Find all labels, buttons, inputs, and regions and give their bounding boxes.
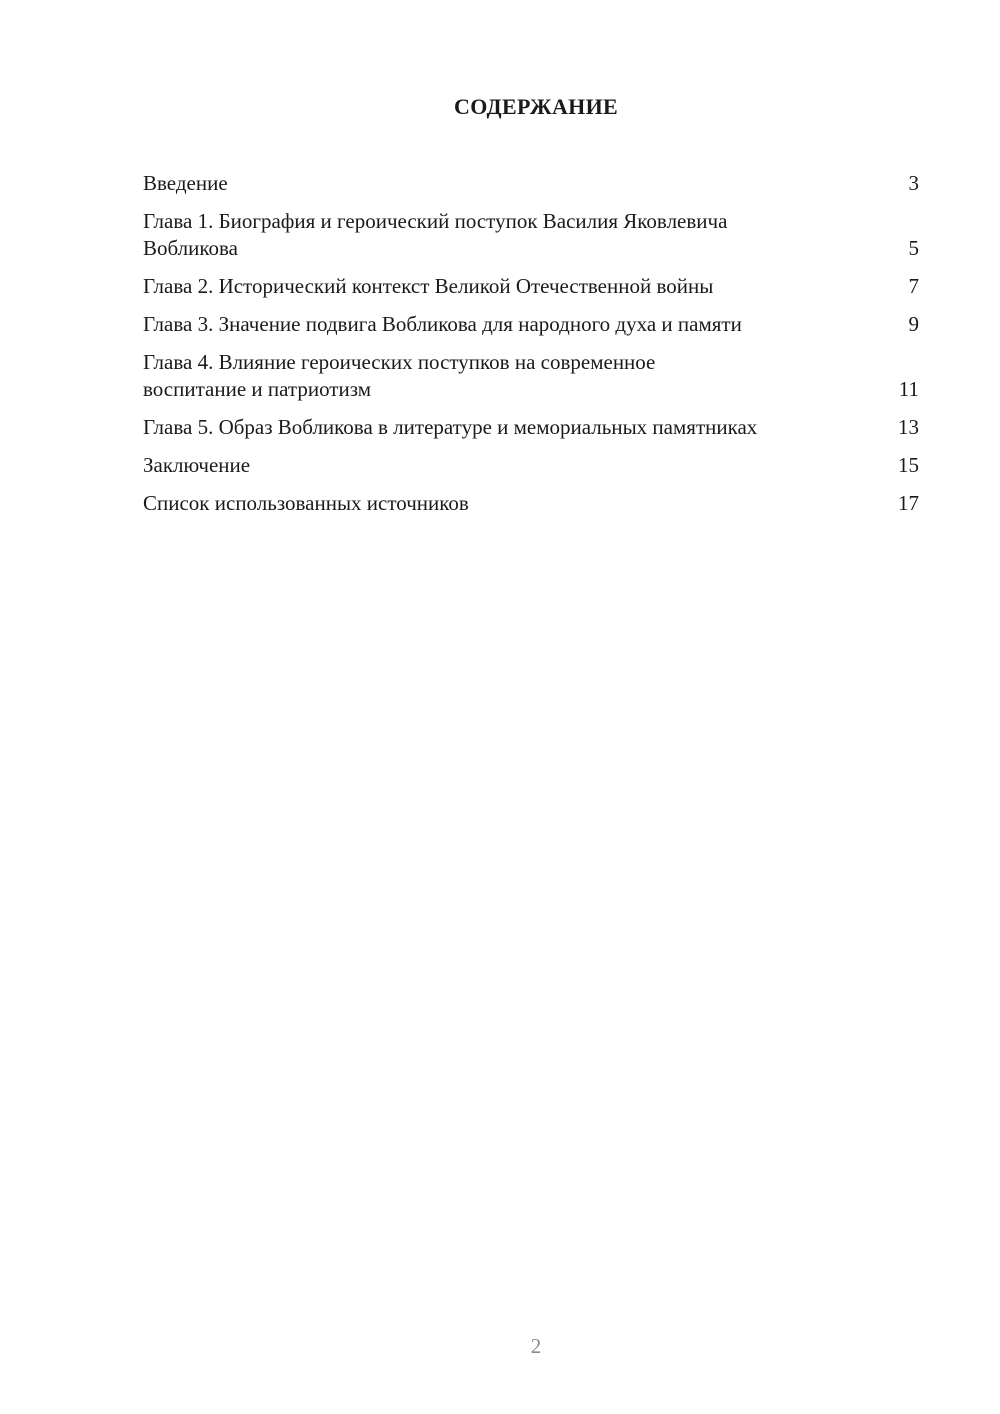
toc-entry-chapter-3[interactable] [143,311,919,338]
toc-entry-page: 7 [908,274,919,298]
toc-entry-text: Список использованных источников [143,491,469,515]
toc-entry-page: 13 [898,415,919,439]
toc-entry-text: Заключение [143,453,251,477]
toc-entry-page: 15 [898,453,919,477]
toc-entry-page: 3 [908,171,919,195]
toc-entry-page: 9 [908,312,919,336]
toc-entry-text: Глава 3. Значение подвига Вобликова для народного духа и памяти [143,312,742,336]
toc-entry-conclusion[interactable] [143,452,919,479]
toc-entry-page: 5 [908,236,919,260]
toc-entry-text: Глава 1. Биография и героический поступок Василия Яковлевича Вобликова [143,209,728,260]
page-number: 2 [530,1334,542,1358]
toc-entry-text: Глава 4. Влияние героических поступков на современное воспитание и патриотизм [143,350,656,401]
table-of-contents [143,170,919,528]
toc-entry-page: 17 [898,491,919,515]
toc-entry-chapter-2[interactable] [143,273,919,300]
toc-entry-chapter-5[interactable] [143,414,919,441]
toc-entry-text: Глава 5. Образ Вобликова в литературе и мемориальных памятниках [143,415,758,439]
toc-entry-references[interactable] [143,490,919,517]
toc-entry-text: Введение [143,171,228,195]
toc-entry-chapter-4[interactable] [143,349,919,403]
toc-entry-text: Глава 2. Исторический контекст Великой Отечественной войны [143,274,714,298]
toc-title: СОДЕРЖАНИЕ [454,94,618,119]
toc-entry-page: 11 [898,377,919,401]
toc-entry-chapter-1[interactable] [143,208,919,262]
toc-entry-introduction[interactable] [143,170,919,197]
